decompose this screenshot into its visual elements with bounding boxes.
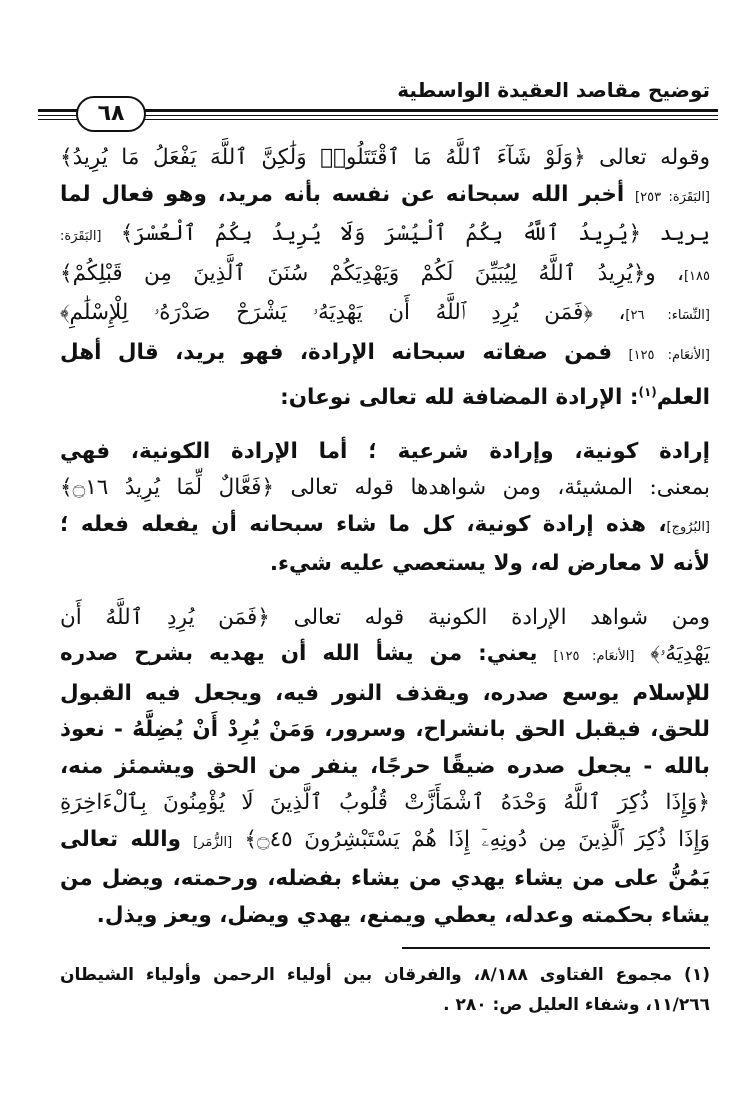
line-text: للحق، فيقبل الحق بانشراح، وسرور، وَمَنْ يُرِدْ أَنْ يُضِلَّهُ - نعوذ [60,717,710,743]
footnote-divider [402,947,710,949]
text-line [60,256,710,296]
footnote-line: ١١/٢٦٦، وشفاء العليل ص: ٢٨٠ . [443,995,710,1015]
verse-reference: [البُرُوج] [666,519,710,535]
text-line [60,861,710,898]
line-text: ، هذه إرادة كونية، كل ما شاء سبحانه أن يفعله فعله ؛ [60,511,667,537]
text-line [60,636,710,676]
verse-reference: [النِّسَاء: ٢٦] [625,308,710,323]
verse-text: ومن شواهد الإرادة الكونية قوله تعالى ﴿فَمَن يُرِدِ ٱللَّهُ أَن [60,604,710,630]
page-number-badge: ٦٨ [76,96,146,132]
verse-reference: [الزُّمَر] [193,834,233,850]
main-text [60,140,710,934]
verse-reference: [الأنعَام: ١٢٥] [628,347,710,363]
verse-reference: [البَقَرَة: [60,229,102,244]
text-line [60,140,710,177]
line-text: إرادة كونية، وإرادة شرعية ؛ أما الإرادة الكونية، فهي [60,438,710,464]
line-text: لأنه لا معارض له، ولا يستعصي عليه شيء. [269,551,710,577]
verse-text: ، و﴿يُرِيدُ ٱللَّهُ لِيُبَيِّنَ لَكُمْ وَيَهْدِيَكُمْ سُنَنَ ٱلَّذِينَ مِن قَبْلِكُمْ﴾ [60,260,684,286]
footnote-line: (١) مجموع الفتاوى ٨/١٨٨، والفرقان بين أولياء الرحمن وأولياء الشيطان [60,965,710,985]
text-line [60,749,710,786]
text-line [60,785,710,822]
text-line [60,335,710,375]
footnotes [60,960,710,1020]
verse-reference: ١٨٥] [683,268,710,284]
footnote-marker: (١) [638,385,657,399]
verse-text: بمعنى: المشيئة، ومن شواهدها قوله تعالى ﴿فَعَّالٌ لِّمَا يُرِيدُ ۝١٦﴾ [60,475,710,501]
verse-text: وقوله تعالى ﴿وَلَوْ شَآءَ ٱللَّهُ مَا ٱقْتَتَلُوا۟ وَلَٰكِنَّ ٱللَّهَ يَفْعَلُ مَا يُرِيدُ﴾ [60,145,710,170]
line-text: أخبر الله سبحانه عن نفسه بأنه مريد، وهو فعال لما [60,181,625,207]
verse-text: ، ﴿فَمَن يُرِدِ ٱللَّهُ أَن يَهْدِيَهُۥ يَشْرَحْ صَدْرَهُۥ لِلْإِسْلَٰمِ﴾ [60,300,626,325]
text-line [60,712,710,749]
text-line [60,600,710,637]
line-text: العلم [656,385,710,411]
text-line [60,507,710,547]
text-line [60,822,710,862]
text-line [60,216,710,256]
verse-text: وَإِذَا ذُكِرَ ٱلَّذِينَ مِن دُونِهِۦٓ إِذَا هُمْ يَسْتَبْشِرُونَ ۝٤٥﴾ [244,826,710,852]
verse-text: يَهْدِيَهُۥ﴾ [650,641,710,667]
line-text: يشاء بحكمته وعدله، يعطي ويمنع، يهدي ويضل، ويعز ويذل. [96,902,710,928]
line-text: فمن صفاته سبحانه الإرادة، فهو يريد، قال أهل [60,339,613,365]
line-text: بالله - يجعل صدره ضيقًا حرجًا، ينفر من الحق ويشمئز منه، [60,753,710,779]
text-line [60,434,710,471]
text-line [60,898,710,935]
text-line [60,470,710,507]
text-line [60,546,710,583]
line-text: والله تعالى [60,826,181,852]
verse-reference: [البَقَرَة: ٢٥٣] [635,189,710,205]
line-text: يعني: من يشأ الله أن يهديه بشرح صدره [60,641,538,667]
line-text: : الإرادة المضافة لله تعالى نوعان: [280,385,639,411]
running-title: توضيح مقاصد العقيدة الواسطية [397,78,710,102]
paragraph-gap [60,583,710,600]
verse-text: يريد ﴿يُرِيدُ ٱللَّهُ بِكُمُ ٱلْيُسْرَ وَلَا يُرِيدُ بِكُمُ ٱلْعُسْرَ﴾ [120,221,710,246]
line-text: يَمُنُّ على من يشاء يهدي من يشاء بفضله، ورحمته، ويضل من [60,866,710,892]
page-header [38,72,718,142]
paragraph-gap [60,417,710,434]
text-line [60,177,710,217]
text-line [60,295,710,335]
text-line [60,374,710,417]
text-line [60,676,710,713]
verse-reference: [الأنعَام: ١٢٥] [553,649,635,665]
line-text: للإسلام يوسع صدره، ويقذف النور فيه، ويجعل فيه القبول [60,680,710,706]
verse-text: ﴿وَإِذَا ذُكِرَ ٱللَّهُ وَحْدَهُ ٱشْمَأَزَّتْ قُلُوبُ ٱلَّذِينَ لَا يُؤْمِنُونَ بِٱلْءَاخِرَةِ [60,790,710,816]
